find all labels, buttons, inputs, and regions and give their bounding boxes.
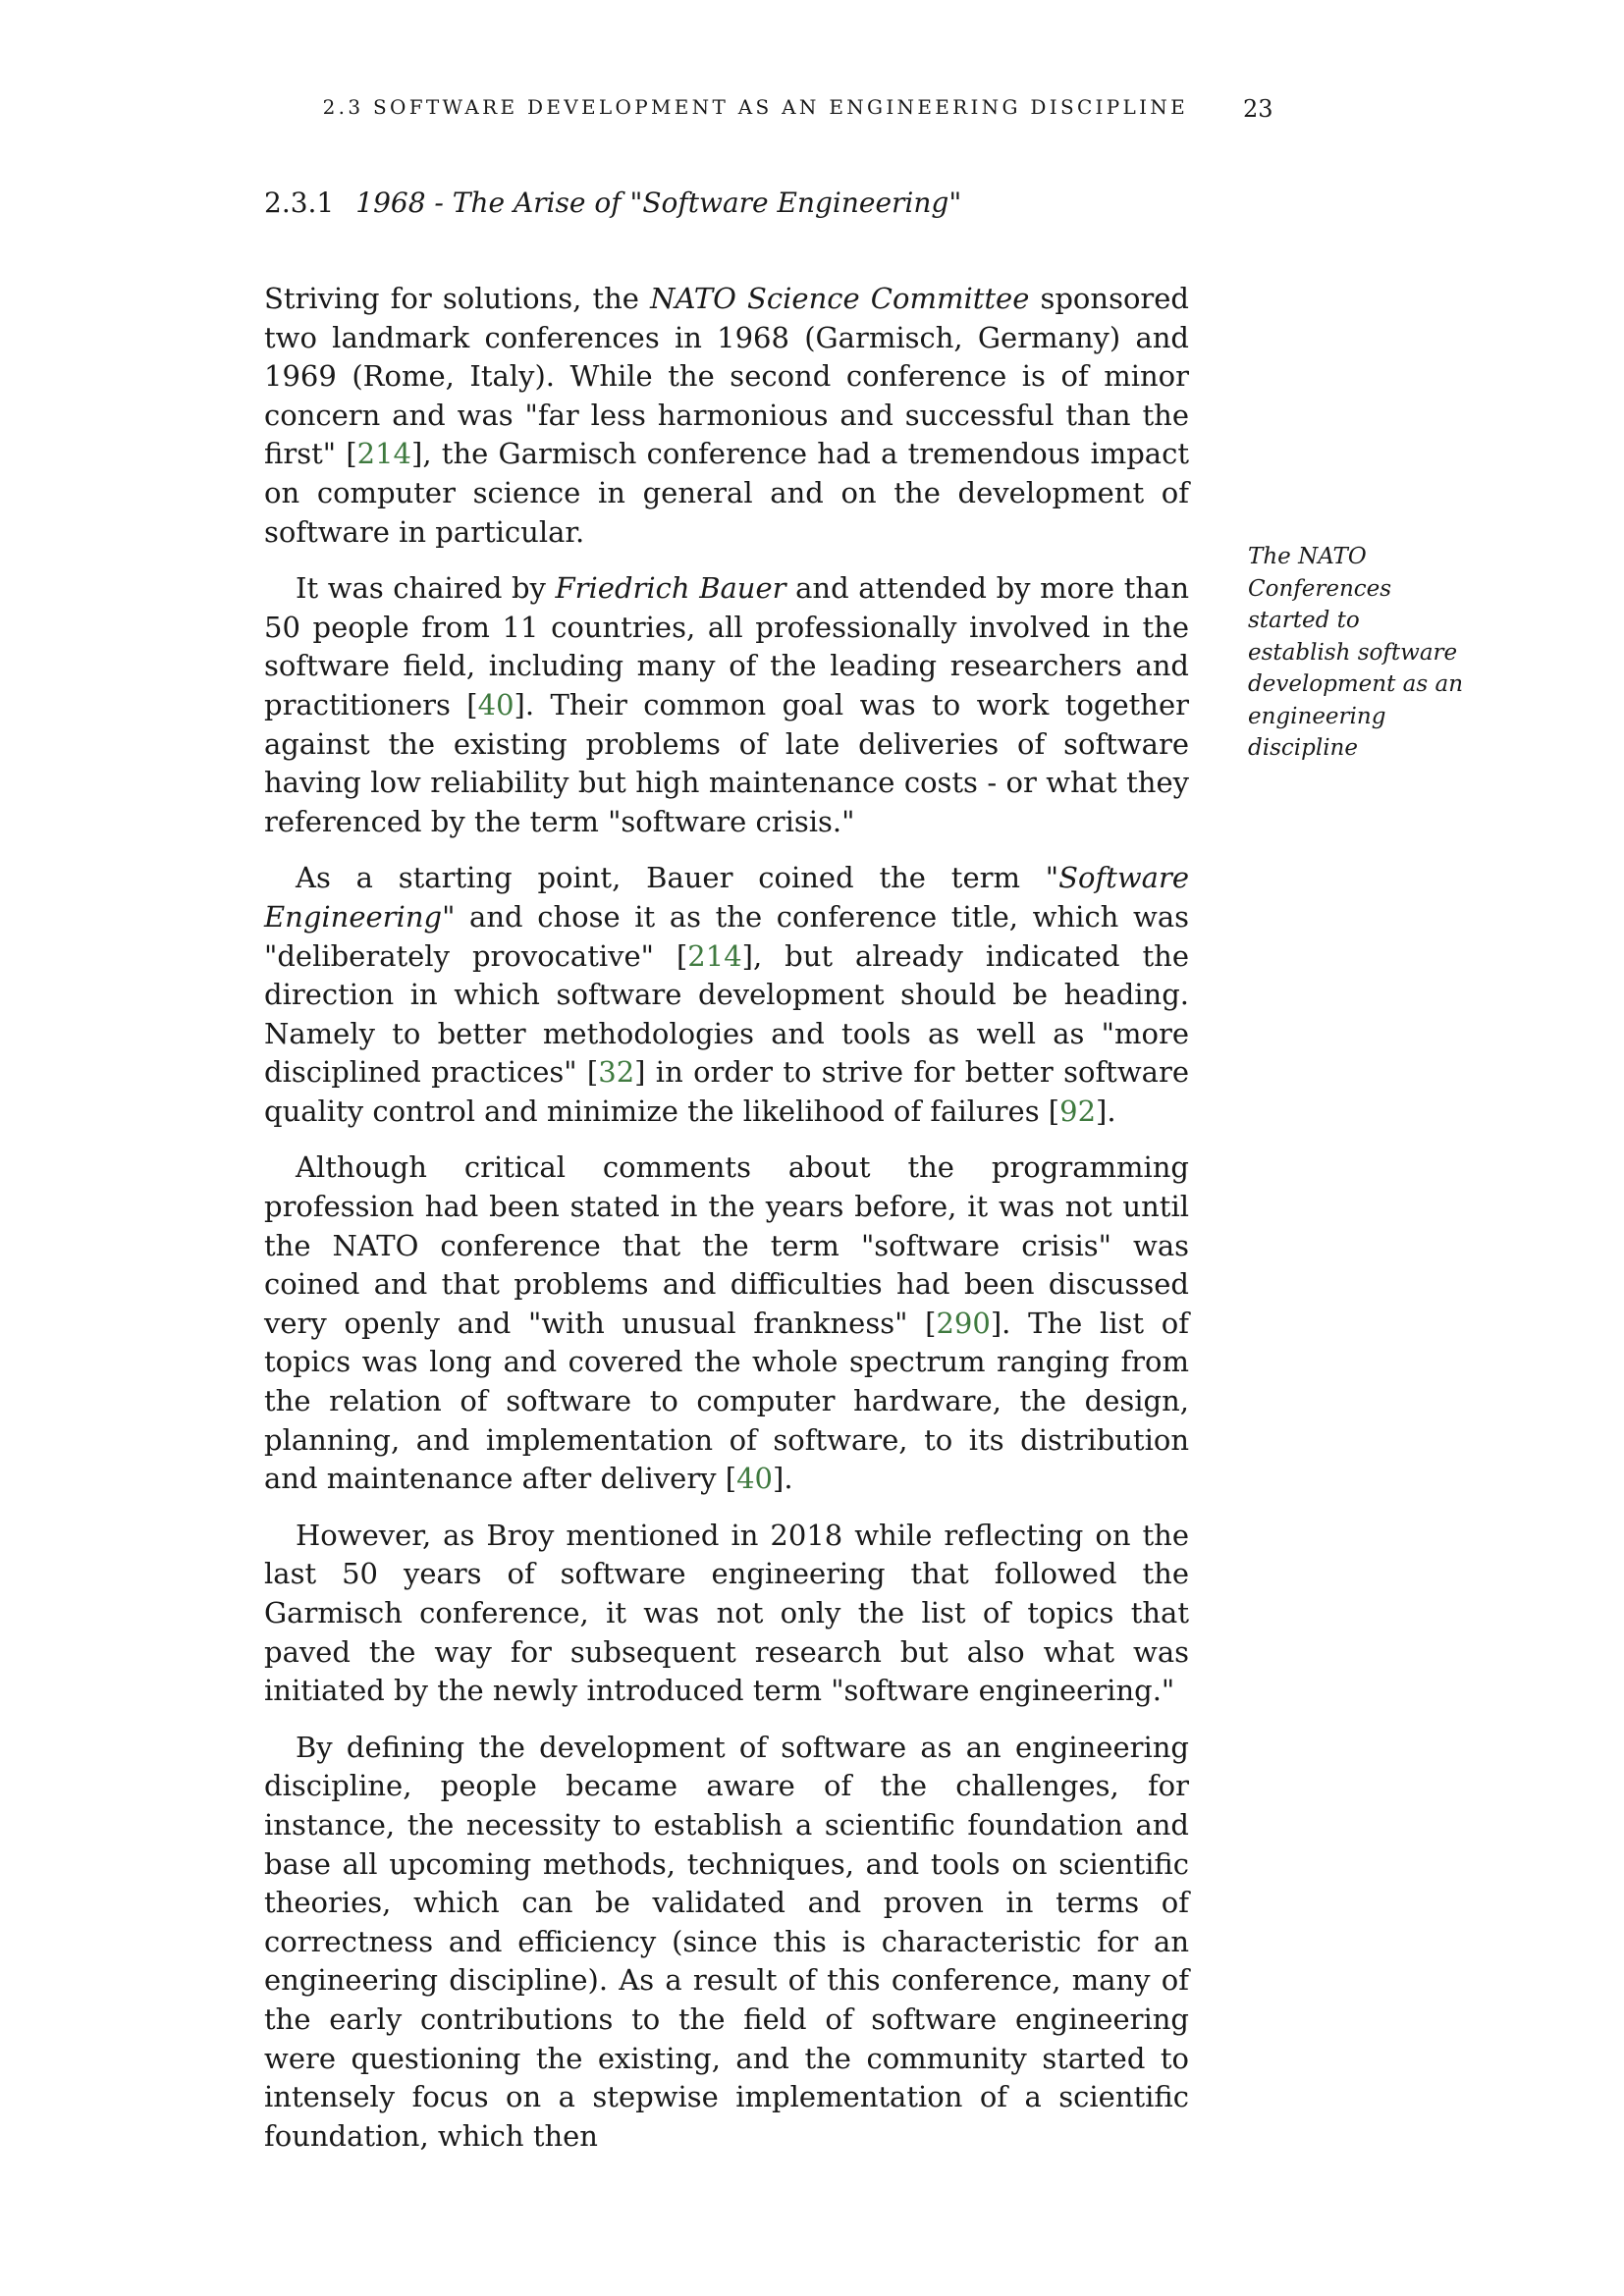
paragraph-1 [264,280,1189,552]
p3-text-c: and chose it as the conference title, which was "deliberately provocative" [ [264,899,1189,973]
p2-text-c: and attended by more than 50 people from 11 countries, all professionally involved in the software field, including many of the leading researchers and practitioners [ [264,571,1189,721]
p3-text-a: As a starting point, Bauer coined the term [296,861,1046,895]
p4-text-a: Although critical comments about the programming profession had been stated in the years before, it was not until the NATO conference that the term "software crisis" was coined and that problems and difficulties had been discussed very openly and "with unusual frankness" [ [264,1150,1189,1340]
p1-text-c: sponsored two landmark conferences in 1968 (Garmisch, Germany) and 1969 (Rome, Italy). While the second conference is of minor concern and was "far less harmonious and successful than the first" [ [264,282,1189,471]
subsection-number: 2.3.1 [264,187,335,219]
p3-emphasis: "Software Engineering" [264,861,1189,934]
p3-text-e: ] in order to strive for better software quality control and minimize the likelihood of failures [ [264,1055,1189,1128]
running-head [0,95,1624,131]
body-text [264,280,1189,2173]
paragraph-4 [264,1148,1189,1498]
p1-emphasis: NATO Science Committee [650,282,1030,315]
citation-link[interactable]: 214 [687,938,742,973]
citation-link[interactable]: 290 [936,1306,991,1340]
paragraph-6: By defining the development of software as an engineering discipline, people became aware of the challenges, for instance, the necessity to establish a scientific foundation and base all upcoming methods, techniques, and tools on scientific theories, which can be validated and proven in terms of correctness and efficiency (since this is characteristic for an engineering discipline). As a result of this conference, many of the early contributions to the field of software engineering were questioning the existing, and the community started to intensely focus on a stepwise implementation of a scientific foundation, which then [264,1730,1189,2153]
running-head-section-title: 2.3 SOFTWARE DEVELOPMENT AS AN ENGINEERING DISCIPLINE [322,95,1188,119]
page-number: 23 [1243,95,1273,123]
citation-link[interactable]: 92 [1059,1094,1097,1128]
p3-text-f: ]. [1096,1094,1116,1128]
p4-text-c: ]. [773,1462,793,1496]
p1-text-d: ], the Garmisch conference had a tremendous impact on computer science in general and on the development of software in particular. [264,437,1189,549]
citation-link[interactable]: 40 [736,1462,773,1496]
subsection-heading [264,187,961,219]
paragraph-3 [264,859,1189,1131]
p4-text-b: ]. The list of topics was long and covered the whole spectrum ranging from the relation of software to computer hardware, the design, planning, and implementation of software, to its distribution and maintenance after delivery [ [264,1306,1189,1496]
p2-text-d: ]. Their common goal was to work together against the existing problems of late deliveries of software having low reliability but high maintenance costs - or what they referenced by the term "software crisis." [264,687,1189,838]
p2-emphasis: Friedrich Bauer [555,571,786,606]
citation-link[interactable]: 214 [356,437,412,471]
paragraph-5: However, as Broy mentioned in 2018 while reflecting on the last 50 years of software engineering that followed the Garmisch conference, it was not only the list of topics that paved the way for subsequent research but also what was initiated by the newly introduced term "software engineering." [264,1518,1189,1708]
citation-link[interactable]: 40 [477,687,514,721]
paragraph-2 [264,569,1189,841]
p1-text-a: Striving for solutions, the [264,282,651,315]
citation-link[interactable]: 32 [598,1055,635,1090]
p3-text-d: ], but already indicated the direction in which software development should be heading. Namely to better methodologies and tools as well as "more disciplined practices" [ [264,938,1189,1090]
subsection-title: 1968 - The Arise of "Software Engineering" [355,187,962,219]
margin-note: The NATO Conferences started to establish software development as an engineering discipline [1248,544,1464,761]
p2-text-a: It was chaired by [296,571,556,606]
